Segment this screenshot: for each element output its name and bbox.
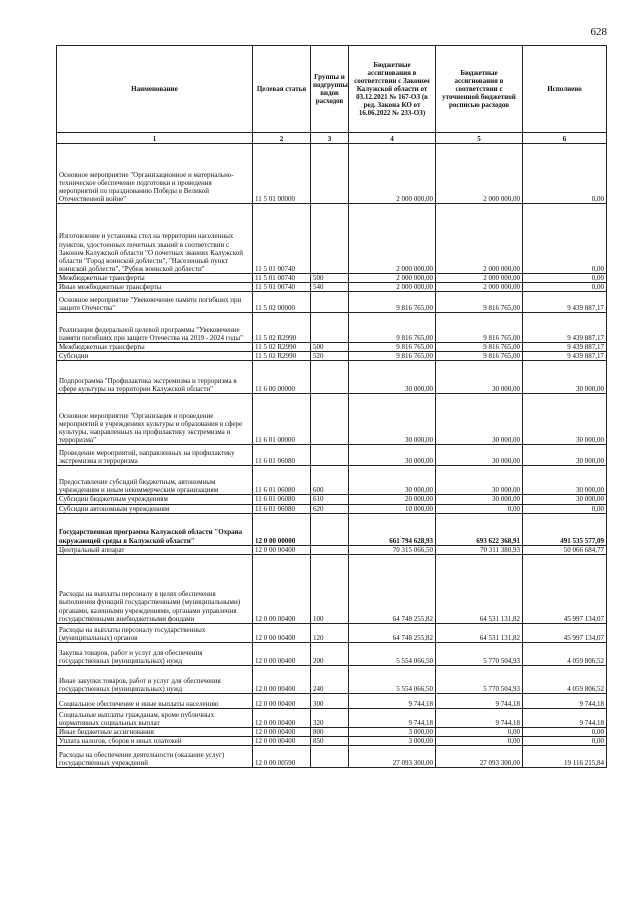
row-target-article: 12 0 00 00400 xyxy=(253,642,311,665)
table-row xyxy=(57,495,607,504)
row-executed: 0,00 xyxy=(523,504,607,513)
row-target-article: 11 5 02 R2990 xyxy=(253,313,311,343)
row-refined-allocation: 70 311 380,93 xyxy=(436,545,523,554)
row-executed: 4 059 806,52 xyxy=(523,642,607,665)
row-executed: 30 000,00 xyxy=(523,394,607,445)
row-expense-group: 240 xyxy=(311,665,349,693)
row-executed: 4 059 806,52 xyxy=(523,665,607,693)
row-expense-group: 500 xyxy=(311,274,349,283)
row-refined-allocation: 30 000,00 xyxy=(436,445,523,466)
row-target-article: 11 6 01 00000 xyxy=(253,394,311,445)
row-expense-group: 620 xyxy=(311,504,349,513)
row-target-article: 11 6 01 06080 xyxy=(253,445,311,466)
row-target-article: 11 5 02 00000 xyxy=(253,292,311,313)
row-target-article: 11 6 01 06080 xyxy=(253,466,311,495)
row-refined-allocation: 9 744,18 xyxy=(436,708,523,727)
row-law-allocation: 2 000 000,00 xyxy=(349,144,436,204)
row-refined-allocation: 2 000 000,00 xyxy=(436,274,523,283)
row-name: Межбюджетные трансферты xyxy=(57,343,253,352)
table-row xyxy=(57,274,607,283)
table-row xyxy=(57,623,607,642)
row-expense-group: 500 xyxy=(311,343,349,352)
row-executed: 491 535 577,09 xyxy=(523,513,607,545)
row-expense-group xyxy=(311,292,349,313)
row-target-article: 12 0 00 00400 xyxy=(253,708,311,727)
row-name: Социальное обеспечение и иные выплаты населению xyxy=(57,693,253,708)
row-target-article: 12 0 00 00400 xyxy=(253,554,311,623)
row-refined-allocation: 2 000 000,00 xyxy=(436,204,523,274)
row-law-allocation: 64 748 255,82 xyxy=(349,623,436,642)
table-row xyxy=(57,554,607,623)
row-law-allocation: 9 816 765,00 xyxy=(349,352,436,361)
row-name: Государственная программа Калужской области "Охрана окружающей среды в Калужской области" xyxy=(57,513,253,545)
row-name: Уплата налогов, сборов и иных платежей xyxy=(57,736,253,745)
row-law-allocation: 5 554 066,50 xyxy=(349,642,436,665)
row-law-allocation: 30 000,00 xyxy=(349,445,436,466)
row-target-article: 12 0 00 00400 xyxy=(253,623,311,642)
row-target-article: 11 6 01 06080 xyxy=(253,495,311,504)
row-refined-allocation: 2 000 000,00 xyxy=(436,144,523,204)
row-name: Субсидии бюджетным учреждениям xyxy=(57,495,253,504)
row-target-article: 11 5 01 00000 xyxy=(253,144,311,204)
row-refined-allocation: 0,00 xyxy=(436,727,523,736)
row-law-allocation: 30 000,00 xyxy=(349,394,436,445)
row-expense-group xyxy=(311,394,349,445)
row-law-allocation: 2 000 000,00 xyxy=(349,204,436,274)
row-law-allocation: 9 744,18 xyxy=(349,708,436,727)
row-name: Предоставление субсидий бюджетным, автономным учреждениям и иным некоммерческим организациям xyxy=(57,466,253,495)
row-executed: 9 744,18 xyxy=(523,693,607,708)
row-expense-group xyxy=(311,445,349,466)
table-row xyxy=(57,445,607,466)
row-expense-group xyxy=(311,361,349,394)
row-target-article: 12 0 00 00400 xyxy=(253,545,311,554)
row-name: Расходы на выплаты персоналу в целях обеспечения выполнения функций государственными (муниципальными) органами, казенными учреждениями, органами управления государственными внебюджетными фондами xyxy=(57,554,253,623)
row-refined-allocation: 9 816 765,00 xyxy=(436,352,523,361)
row-refined-allocation: 0,00 xyxy=(436,504,523,513)
header-law-allocations: Бюджетные ассигнования в соответствии с Законом Калужской области от 03.12.2021 № 167-ОЗ (в ред. Закона КО от 16.06.2022 № 233-ОЗ) xyxy=(349,46,436,133)
table-row xyxy=(57,727,607,736)
table-row xyxy=(57,708,607,727)
table-row xyxy=(57,466,607,495)
table-row xyxy=(57,394,607,445)
row-law-allocation: 20 000,00 xyxy=(349,495,436,504)
row-executed: 0,00 xyxy=(523,727,607,736)
row-target-article: 12 0 00 00400 xyxy=(253,693,311,708)
row-executed: 9 744,18 xyxy=(523,708,607,727)
row-expense-group xyxy=(311,204,349,274)
row-refined-allocation: 9 816 765,00 xyxy=(436,343,523,352)
row-law-allocation: 70 315 066,50 xyxy=(349,545,436,554)
column-number: 2 xyxy=(253,133,311,144)
column-number-row xyxy=(57,133,607,144)
row-name: Субсидии xyxy=(57,352,253,361)
budget-table xyxy=(56,45,607,768)
row-law-allocation: 9 816 765,00 xyxy=(349,343,436,352)
table-header-row xyxy=(57,46,607,133)
row-law-allocation: 9 816 765,00 xyxy=(349,292,436,313)
row-name: Расходы на обеспечение деятельности (оказание услуг) государственных учреждений xyxy=(57,745,253,767)
row-expense-group: 520 xyxy=(311,352,349,361)
header-refined-allocations: Бюджетные ассигнования в соответствии с уточненной бюджетной росписью расходов xyxy=(436,46,523,133)
table-row xyxy=(57,292,607,313)
row-expense-group xyxy=(311,513,349,545)
row-target-article: 12 0 00 00400 xyxy=(253,727,311,736)
row-name: Иные бюджетные ассигнования xyxy=(57,727,253,736)
row-refined-allocation: 64 531 131,82 xyxy=(436,623,523,642)
row-target-article: 11 5 02 R2990 xyxy=(253,352,311,361)
row-executed: 9 439 887,17 xyxy=(523,352,607,361)
row-refined-allocation: 5 770 504,93 xyxy=(436,665,523,693)
column-number: 1 xyxy=(57,133,253,144)
header-name: Наименование xyxy=(57,46,253,133)
row-executed: 0,00 xyxy=(523,736,607,745)
row-expense-group xyxy=(311,144,349,204)
row-refined-allocation: 30 000,00 xyxy=(436,394,523,445)
row-name: Иные межбюджетные трансферты xyxy=(57,283,253,292)
row-name: Закупка товаров, работ и услуг для обеспечения государственных (муниципальных) нужд xyxy=(57,642,253,665)
row-executed: 9 439 887,17 xyxy=(523,313,607,343)
column-number: 4 xyxy=(349,133,436,144)
row-refined-allocation: 693 622 368,91 xyxy=(436,513,523,545)
table-row xyxy=(57,352,607,361)
row-name: Расходы на выплаты персоналу государственных (муниципальных) органов xyxy=(57,623,253,642)
row-refined-allocation: 5 770 504,93 xyxy=(436,642,523,665)
row-refined-allocation: 30 000,00 xyxy=(436,495,523,504)
table-row xyxy=(57,545,607,554)
row-law-allocation: 661 794 628,93 xyxy=(349,513,436,545)
table-row xyxy=(57,693,607,708)
row-target-article: 11 5 01 00740 xyxy=(253,283,311,292)
header-target-article: Целевая статья xyxy=(253,46,311,133)
row-name: Субсидии автономным учреждениям xyxy=(57,504,253,513)
row-refined-allocation: 0,00 xyxy=(436,736,523,745)
row-law-allocation: 30 000,00 xyxy=(349,466,436,495)
row-expense-group xyxy=(311,545,349,554)
row-name: Проведение мероприятий, направленных на профилактику экстремизма и терроризма xyxy=(57,445,253,466)
row-executed: 45 997 134,07 xyxy=(523,554,607,623)
row-expense-group: 100 xyxy=(311,554,349,623)
row-law-allocation: 2 000 000,00 xyxy=(349,274,436,283)
row-target-article: 11 5 01 00740 xyxy=(253,274,311,283)
row-law-allocation: 3 000,00 xyxy=(349,736,436,745)
row-executed: 9 439 887,17 xyxy=(523,292,607,313)
row-target-article: 11 5 02 R2990 xyxy=(253,343,311,352)
row-law-allocation: 27 093 300,00 xyxy=(349,745,436,767)
table-row xyxy=(57,745,607,767)
table-row xyxy=(57,343,607,352)
row-expense-group: 610 xyxy=(311,495,349,504)
row-expense-group: 540 xyxy=(311,283,349,292)
row-target-article: 11 5 01 00740 xyxy=(253,204,311,274)
table-row xyxy=(57,283,607,292)
table-row xyxy=(57,144,607,204)
row-name: Межбюджетные трансферты xyxy=(57,274,253,283)
row-executed: 30 000,00 xyxy=(523,445,607,466)
row-executed: 50 066 684,77 xyxy=(523,545,607,554)
row-executed: 9 439 887,17 xyxy=(523,343,607,352)
row-executed: 0,00 xyxy=(523,283,607,292)
row-expense-group: 850 xyxy=(311,736,349,745)
row-name: Основное мероприятие "Увековечение памяти погибших при защите Отечества" xyxy=(57,292,253,313)
row-refined-allocation: 9 816 765,00 xyxy=(436,292,523,313)
row-name: Социальные выплаты гражданам, кроме публичных нормативных социальных выплат xyxy=(57,708,253,727)
table-row xyxy=(57,313,607,343)
table-row xyxy=(57,504,607,513)
row-target-article: 12 0 00 00400 xyxy=(253,736,311,745)
row-executed: 0,00 xyxy=(523,204,607,274)
header-executed: Исполнено xyxy=(523,46,607,133)
row-name: Центральный аппарат xyxy=(57,545,253,554)
row-name: Подпрограмма "Профилактика экстремизма и терроризма в сфере культуры на территории Калужской области" xyxy=(57,361,253,394)
row-executed: 45 997 134,07 xyxy=(523,623,607,642)
row-executed: 19 116 215,84 xyxy=(523,745,607,767)
row-executed: 0,00 xyxy=(523,274,607,283)
row-target-article: 11 6 01 06080 xyxy=(253,504,311,513)
row-law-allocation: 5 554 066,50 xyxy=(349,665,436,693)
header-expense-groups: Группы и подгруппы видов расходов xyxy=(311,46,349,133)
table-row xyxy=(57,736,607,745)
row-refined-allocation: 9 816 765,00 xyxy=(436,313,523,343)
row-law-allocation: 9 816 765,00 xyxy=(349,313,436,343)
row-target-article: 12 0 00 00000 xyxy=(253,513,311,545)
row-target-article: 12 0 00 00400 xyxy=(253,665,311,693)
row-refined-allocation: 30 000,00 xyxy=(436,466,523,495)
row-law-allocation: 10 000,00 xyxy=(349,504,436,513)
row-expense-group: 120 xyxy=(311,623,349,642)
table-row xyxy=(57,204,607,274)
row-expense-group: 320 xyxy=(311,708,349,727)
row-name: Основное мероприятие "Организационное и материально-техническое обеспечение подготовки и проведения мероприятий по празднованию Победы в Великой Отечественной войне" xyxy=(57,144,253,204)
row-refined-allocation: 9 744,18 xyxy=(436,693,523,708)
row-refined-allocation: 27 093 300,00 xyxy=(436,745,523,767)
row-expense-group: 200 xyxy=(311,642,349,665)
row-name: Основное мероприятие "Организация и проведение мероприятий в учреждениях культуры и образования в сфере культуры, направленных на профилактику экстремизма и терроризма" xyxy=(57,394,253,445)
row-executed: 30 000,00 xyxy=(523,495,607,504)
table-row xyxy=(57,642,607,665)
table-row xyxy=(57,513,607,545)
row-expense-group: 800 xyxy=(311,727,349,736)
row-expense-group xyxy=(311,313,349,343)
row-executed: 30 000,00 xyxy=(523,361,607,394)
row-law-allocation: 2 000 000,00 xyxy=(349,283,436,292)
row-law-allocation: 30 000,00 xyxy=(349,361,436,394)
row-target-article: 11 6 00 00000 xyxy=(253,361,311,394)
row-law-allocation: 64 748 255,82 xyxy=(349,554,436,623)
row-expense-group: 600 xyxy=(311,466,349,495)
row-name: Реализация федеральной целевой программы "Увековечение памяти погибших при защите Отечества на 2019 - 2024 годы" xyxy=(57,313,253,343)
row-target-article: 12 0 00 00590 xyxy=(253,745,311,767)
row-expense-group: 300 xyxy=(311,693,349,708)
row-executed: 30 000,00 xyxy=(523,466,607,495)
column-number: 5 xyxy=(436,133,523,144)
row-refined-allocation: 30 000,00 xyxy=(436,361,523,394)
row-law-allocation: 3 000,00 xyxy=(349,727,436,736)
row-name: Изготовление и установка стел на территории населенных пунктов, удостоенных почетных званий в соответствии с Законом Калужской области "О почетных званиях Калужской области "Город воинской доблести", "Населенный пункт воинской доблести", "Рубеж воинской доблести" xyxy=(57,204,253,274)
row-law-allocation: 9 744,18 xyxy=(349,693,436,708)
column-number: 6 xyxy=(523,133,607,144)
table-row xyxy=(57,361,607,394)
row-name: Иные закупки товаров, работ и услуг для обеспечения государственных (муниципальных) нужд xyxy=(57,665,253,693)
row-refined-allocation: 2 000 000,00 xyxy=(436,283,523,292)
table-row xyxy=(57,665,607,693)
row-executed: 0,00 xyxy=(523,144,607,204)
page-number: 628 xyxy=(590,26,607,38)
row-expense-group xyxy=(311,745,349,767)
row-refined-allocation: 64 531 131,82 xyxy=(436,554,523,623)
column-number: 3 xyxy=(311,133,349,144)
